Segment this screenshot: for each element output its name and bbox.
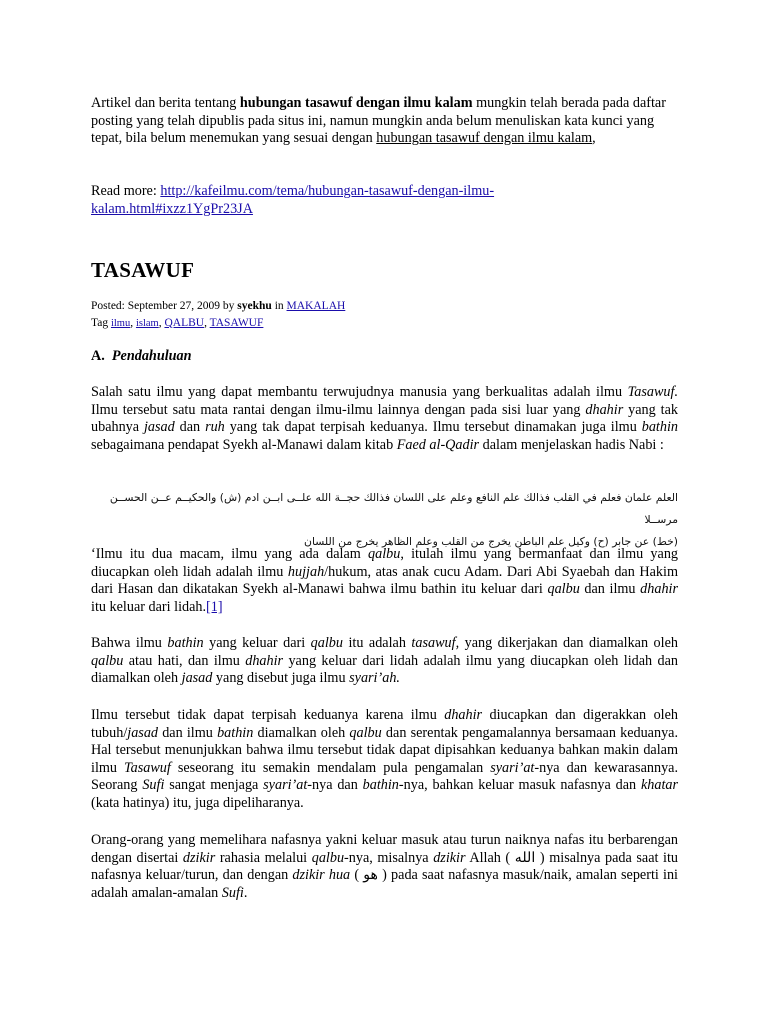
paragraph-2 [91, 546, 678, 616]
text: diucapkan dan digerakkan oleh tubuh/ [91, 707, 678, 741]
term: dhahir [444, 707, 483, 723]
term: qalbu [91, 652, 124, 669]
article-title: TASAWUF [91, 258, 195, 282]
meta-separator: in [271, 300, 287, 312]
text: sangat menjaga [164, 777, 264, 794]
text: , itulah ilmu yang bermanfaat dan ilmu yang diucapkan oleh lidah adalah ilmu [91, 546, 679, 580]
term: syari’at [490, 759, 535, 776]
term: bathin [167, 635, 204, 651]
term: hujjah [287, 563, 325, 580]
term: Sufi [142, 777, 165, 794]
term: qalbu [547, 581, 580, 598]
term: qalbu [349, 724, 382, 741]
term: dhahir [245, 652, 284, 669]
tag-separator: , [204, 317, 210, 329]
tag-link-islam[interactable]: islam [135, 318, 159, 329]
text: itu keluar dari lidah. [91, 598, 207, 615]
term: tasawuf, [411, 635, 460, 651]
text: yang keluar dari lidah adalah ilmu yang diucapkan oleh lidah dan diamalkan oleh [91, 652, 678, 687]
text: -nya, bahkan keluar masuk nafasnya dan [398, 777, 641, 794]
text: (kata hatinya) itu, juga dipeliharanya. [91, 794, 304, 811]
text: itu adalah [342, 635, 412, 651]
read-more-link[interactable]: http://kafeilmu.com/tema/hubungan-tasawuf-dengan-ilmu-kalam.html#ixzz1YgPr23JA [91, 183, 495, 217]
category-link[interactable]: MAKALAH [286, 300, 346, 312]
post-tags [91, 315, 678, 332]
term: dhahir [585, 401, 624, 418]
text: Bahwa ilmu [91, 635, 168, 651]
text: yang tak dapat terpisah keduanya. Ilmu tersebut dinamakan juga ilmu [224, 419, 642, 436]
text: dan serentak pengamalannya bersamaan keduanya. Hal tersebut menunjukkan bahwa ilmu tersebut tidak dapat dipisahkan keduanya bahkan makin dalam ilmu [91, 724, 679, 776]
term: dhahir [640, 581, 678, 598]
text: diamalkan oleh [253, 724, 350, 741]
text: ( هو ) pada saat nafasnya masuk/naik, amalan seperti ini adalah amalan-amalan [91, 867, 678, 901]
text: ‘Ilmu itu dua macam, ilmu yang ada dalam [91, 546, 368, 562]
term: khatar [640, 777, 678, 794]
tag-link-ilmu[interactable]: ilmu [110, 318, 131, 329]
paragraph-3 [91, 635, 678, 688]
text: yang disebut juga ilmu [212, 670, 350, 687]
text: -nya dan [307, 777, 363, 794]
intro-paragraph [91, 95, 678, 148]
tag-link-qalbu[interactable]: QALBU [164, 317, 205, 329]
term: qalbu [311, 849, 345, 866]
text: Ilmu tersebut satu mata rantai dengan ilmu-ilmu lainnya dengan pada sisi luar yang [91, 401, 586, 418]
term: syari’ah. [349, 670, 400, 687]
post-meta [91, 298, 678, 315]
text: yang dikerjakan dan diamalkan oleh [459, 635, 678, 651]
section-title: Pendahuluan [111, 348, 192, 364]
text: /hukum, atas anak cucu Adam. Dari Abi Syaebah dan Hakim dari Hasan dan dikatakan Syekh al-Manawi bahwa ilmu bathin itu keluar dari [91, 563, 678, 598]
text: -nya, misalnya [344, 849, 434, 866]
text: Salah satu ilmu yang dapat membantu terwujudnya manusia yang berkualitas adalah ilmu [91, 384, 628, 400]
text: Allah ( الله ) misalnya pada saat itu nafasnya keluar/turun, dan dengan [91, 849, 679, 884]
text: rahasia melalui [215, 849, 312, 866]
text: seseorang itu semakin mendalam pula pengamalan [170, 759, 491, 776]
arabic-hadith [91, 487, 678, 553]
term: Tasawuf. [627, 384, 678, 400]
term: bathin [641, 419, 678, 436]
paragraph-5 [91, 832, 678, 902]
section-heading [91, 348, 678, 366]
paragraph-4 [91, 707, 678, 813]
read-more-line [91, 183, 531, 218]
text: -nya dan kewarasannya. Seorang [91, 759, 679, 794]
arabic-line-2: (خط) عن جابر (ح) وكيل علم الباطن يخرج من القلب وعلم الظاهر يخرج من اللسان [304, 535, 678, 548]
term: qalbu [310, 635, 343, 651]
author-name[interactable]: syekhu [237, 300, 272, 312]
tag-separator: , [130, 317, 136, 329]
text: sebagaimana pendapat Syekh al-Manawi dalam kitab [91, 436, 397, 453]
term: jasad [127, 724, 159, 741]
read-more-label: Read more: [91, 183, 161, 199]
term: Faed al-Qadir [396, 436, 480, 453]
section-number: A. [91, 348, 105, 364]
text: atau hati, dan ilmu [123, 652, 246, 669]
intro-text: , [592, 130, 596, 147]
keyword-link[interactable]: hubungan tasawuf dengan ilmu kalam [376, 130, 593, 147]
term: jasad [143, 419, 175, 436]
tag-link-tasawuf[interactable]: TASAWUF [209, 317, 264, 329]
text: Orang-orang yang memelihara nafasnya yakni keluar masuk atau turun naiknya nafas itu berbarengan dengan disertai [91, 832, 678, 866]
tag-separator: , [158, 317, 165, 329]
text: dalam menjelaskan hadis Nabi : [479, 436, 664, 453]
intro-text: Artikel dan berita tentang [91, 95, 240, 111]
text: yang tak ubahnya [91, 401, 678, 436]
paragraph-1 [91, 384, 678, 454]
text: dan ilmu [158, 724, 218, 741]
term: dzikir hua [292, 867, 351, 884]
text: . [243, 884, 248, 901]
term: qalbu [368, 546, 401, 562]
text: yang keluar dari [203, 635, 311, 651]
term: bathin [362, 777, 399, 794]
posted-date: Posted: September 27, 2009 by [91, 300, 238, 312]
tag-label: Tag [91, 317, 111, 329]
term: Tasawuf [124, 759, 171, 776]
intro-text: mungkin telah berada pada daftar posting yang telah dipublis pada situs ini, namun mungkin anda belum menuliskan kata kunci yang tepat, bila belum menemukan yang sesuai dengan [91, 95, 666, 147]
term: jasad [181, 670, 213, 687]
arabic-line-1: العلم علمان فعلم في القلب فذالك علم النافع وعلم على اللسان فذالك حجــة الله علــى ابــن ادم (ش) والحكيــم عــن الحســن مرســلا [109, 491, 678, 526]
term: ruh [205, 419, 225, 436]
term: bathin [217, 724, 254, 741]
term: dzikir [182, 849, 216, 866]
term: Sufi [221, 884, 244, 901]
text: Ilmu tersebut tidak dapat terpisah keduanya karena ilmu [91, 707, 445, 723]
term: syari’at [263, 777, 308, 794]
text: dan [174, 419, 206, 436]
term: dzikir [433, 849, 466, 866]
footnote-link[interactable]: [1] [206, 598, 223, 615]
text: dan ilmu [579, 581, 641, 598]
intro-bold-keyword: hubungan tasawuf dengan ilmu kalam [239, 95, 473, 111]
